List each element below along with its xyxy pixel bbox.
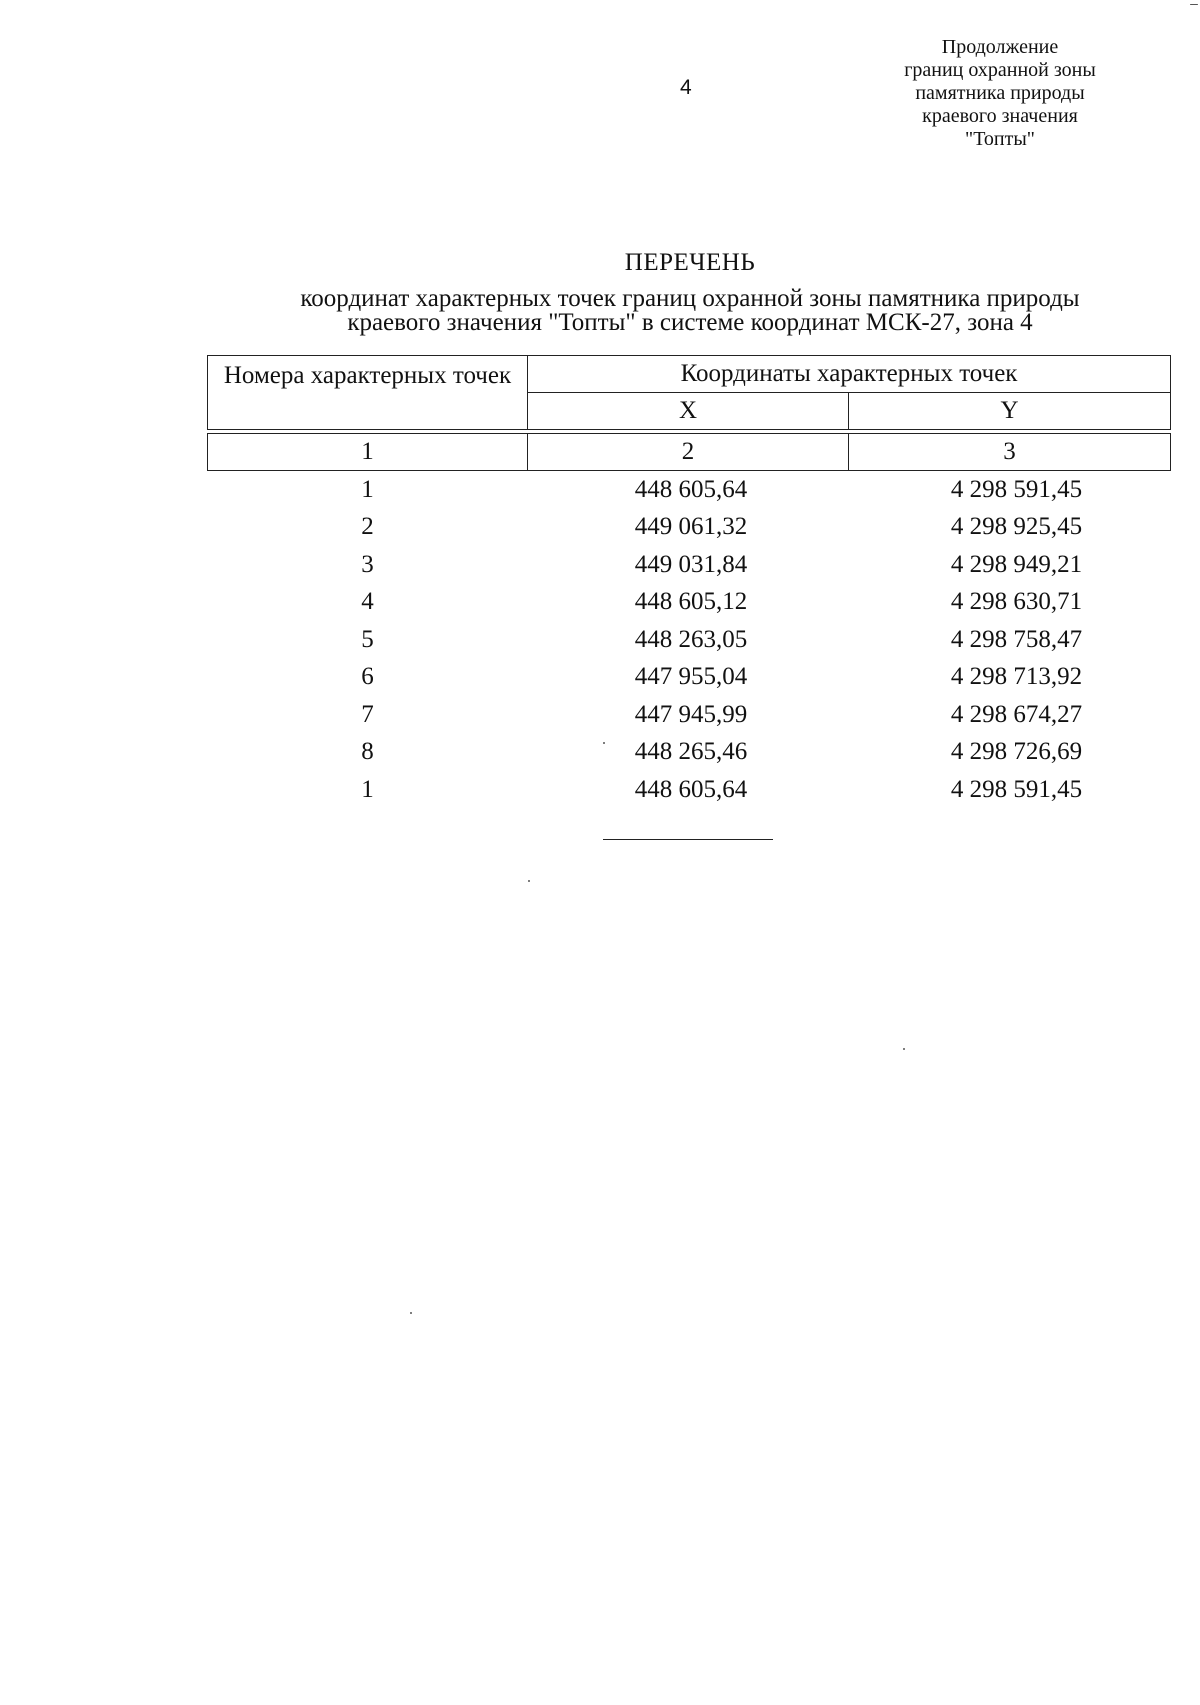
point-number: 4 [361, 588, 374, 616]
column-number: 1 [208, 434, 528, 471]
scan-speck [603, 742, 605, 744]
header-y: Y [849, 393, 1171, 430]
point-number: 1 [361, 775, 374, 803]
scan-speck [410, 1312, 412, 1314]
header-x: X [528, 393, 849, 430]
table-header-row [208, 356, 1171, 393]
coordinates-table [207, 355, 1171, 809]
scan-speck [1190, 4, 1198, 5]
header-coordinates: Координаты характерных точек [528, 356, 1171, 393]
point-number: 5 [361, 625, 374, 653]
continuation-line: Продолжение [941, 36, 1059, 58]
table-row [208, 584, 1171, 622]
table-row [208, 471, 1171, 509]
column-number: 2 [528, 434, 849, 471]
table-row [208, 621, 1171, 659]
coord-x: 448 263,05 [634, 625, 748, 653]
coord-x: 448 265,46 [634, 738, 748, 766]
table-row [208, 509, 1171, 547]
column-number-row [208, 434, 1171, 471]
coord-x: 447 945,99 [634, 700, 748, 728]
table-row [208, 734, 1171, 772]
document-subtitle [210, 287, 1170, 335]
coord-x: 449 061,32 [634, 513, 748, 541]
continuation-line: границ охранной зоны [904, 59, 1096, 81]
coord-y: 4 298 713,92 [950, 663, 1083, 691]
coord-y: 4 298 758,47 [950, 625, 1083, 653]
table-row [208, 771, 1171, 809]
point-number: 8 [361, 738, 374, 766]
coord-x: 448 605,64 [634, 775, 748, 803]
coord-x: 449 031,84 [634, 550, 748, 578]
coord-y: 4 298 591,45 [950, 475, 1083, 503]
coord-y: 4 298 674,27 [950, 700, 1083, 728]
scan-speck [903, 1048, 905, 1050]
point-number: 1 [361, 475, 374, 503]
table-row [208, 696, 1171, 734]
table-row [208, 659, 1171, 697]
subtitle-line: координат характерных точек границ охранной зоны памятника природы [300, 285, 1080, 312]
coord-y: 4 298 630,71 [950, 588, 1083, 616]
continuation-line: краевого значения [922, 105, 1078, 127]
continuation-line: памятника природы [915, 82, 1085, 104]
table-row [208, 546, 1171, 584]
continuation-note [860, 36, 1140, 151]
scan-speck [528, 880, 530, 882]
header-point-numbers: Номера характерных точек [208, 356, 528, 430]
point-number: 7 [361, 700, 374, 728]
point-number: 6 [361, 663, 374, 691]
column-number: 3 [849, 434, 1171, 471]
coord-y: 4 298 591,45 [950, 775, 1083, 803]
coord-y: 4 298 726,69 [950, 738, 1083, 766]
closing-rule [603, 839, 773, 840]
coord-x: 448 605,64 [634, 475, 748, 503]
coord-y: 4 298 925,45 [950, 513, 1083, 541]
coord-x: 448 605,12 [634, 588, 748, 616]
coord-x: 447 955,04 [634, 663, 748, 691]
point-number: 2 [361, 513, 374, 541]
coord-y: 4 298 949,21 [950, 550, 1083, 578]
subtitle-line: краевого значения "Топты" в системе координат МСК-27, зона 4 [347, 309, 1033, 336]
continuation-line: "Топты" [965, 128, 1035, 150]
page-number: 4 [680, 76, 692, 99]
document-title: ПЕРЕЧЕНЬ [624, 249, 756, 276]
point-number: 3 [361, 550, 374, 578]
